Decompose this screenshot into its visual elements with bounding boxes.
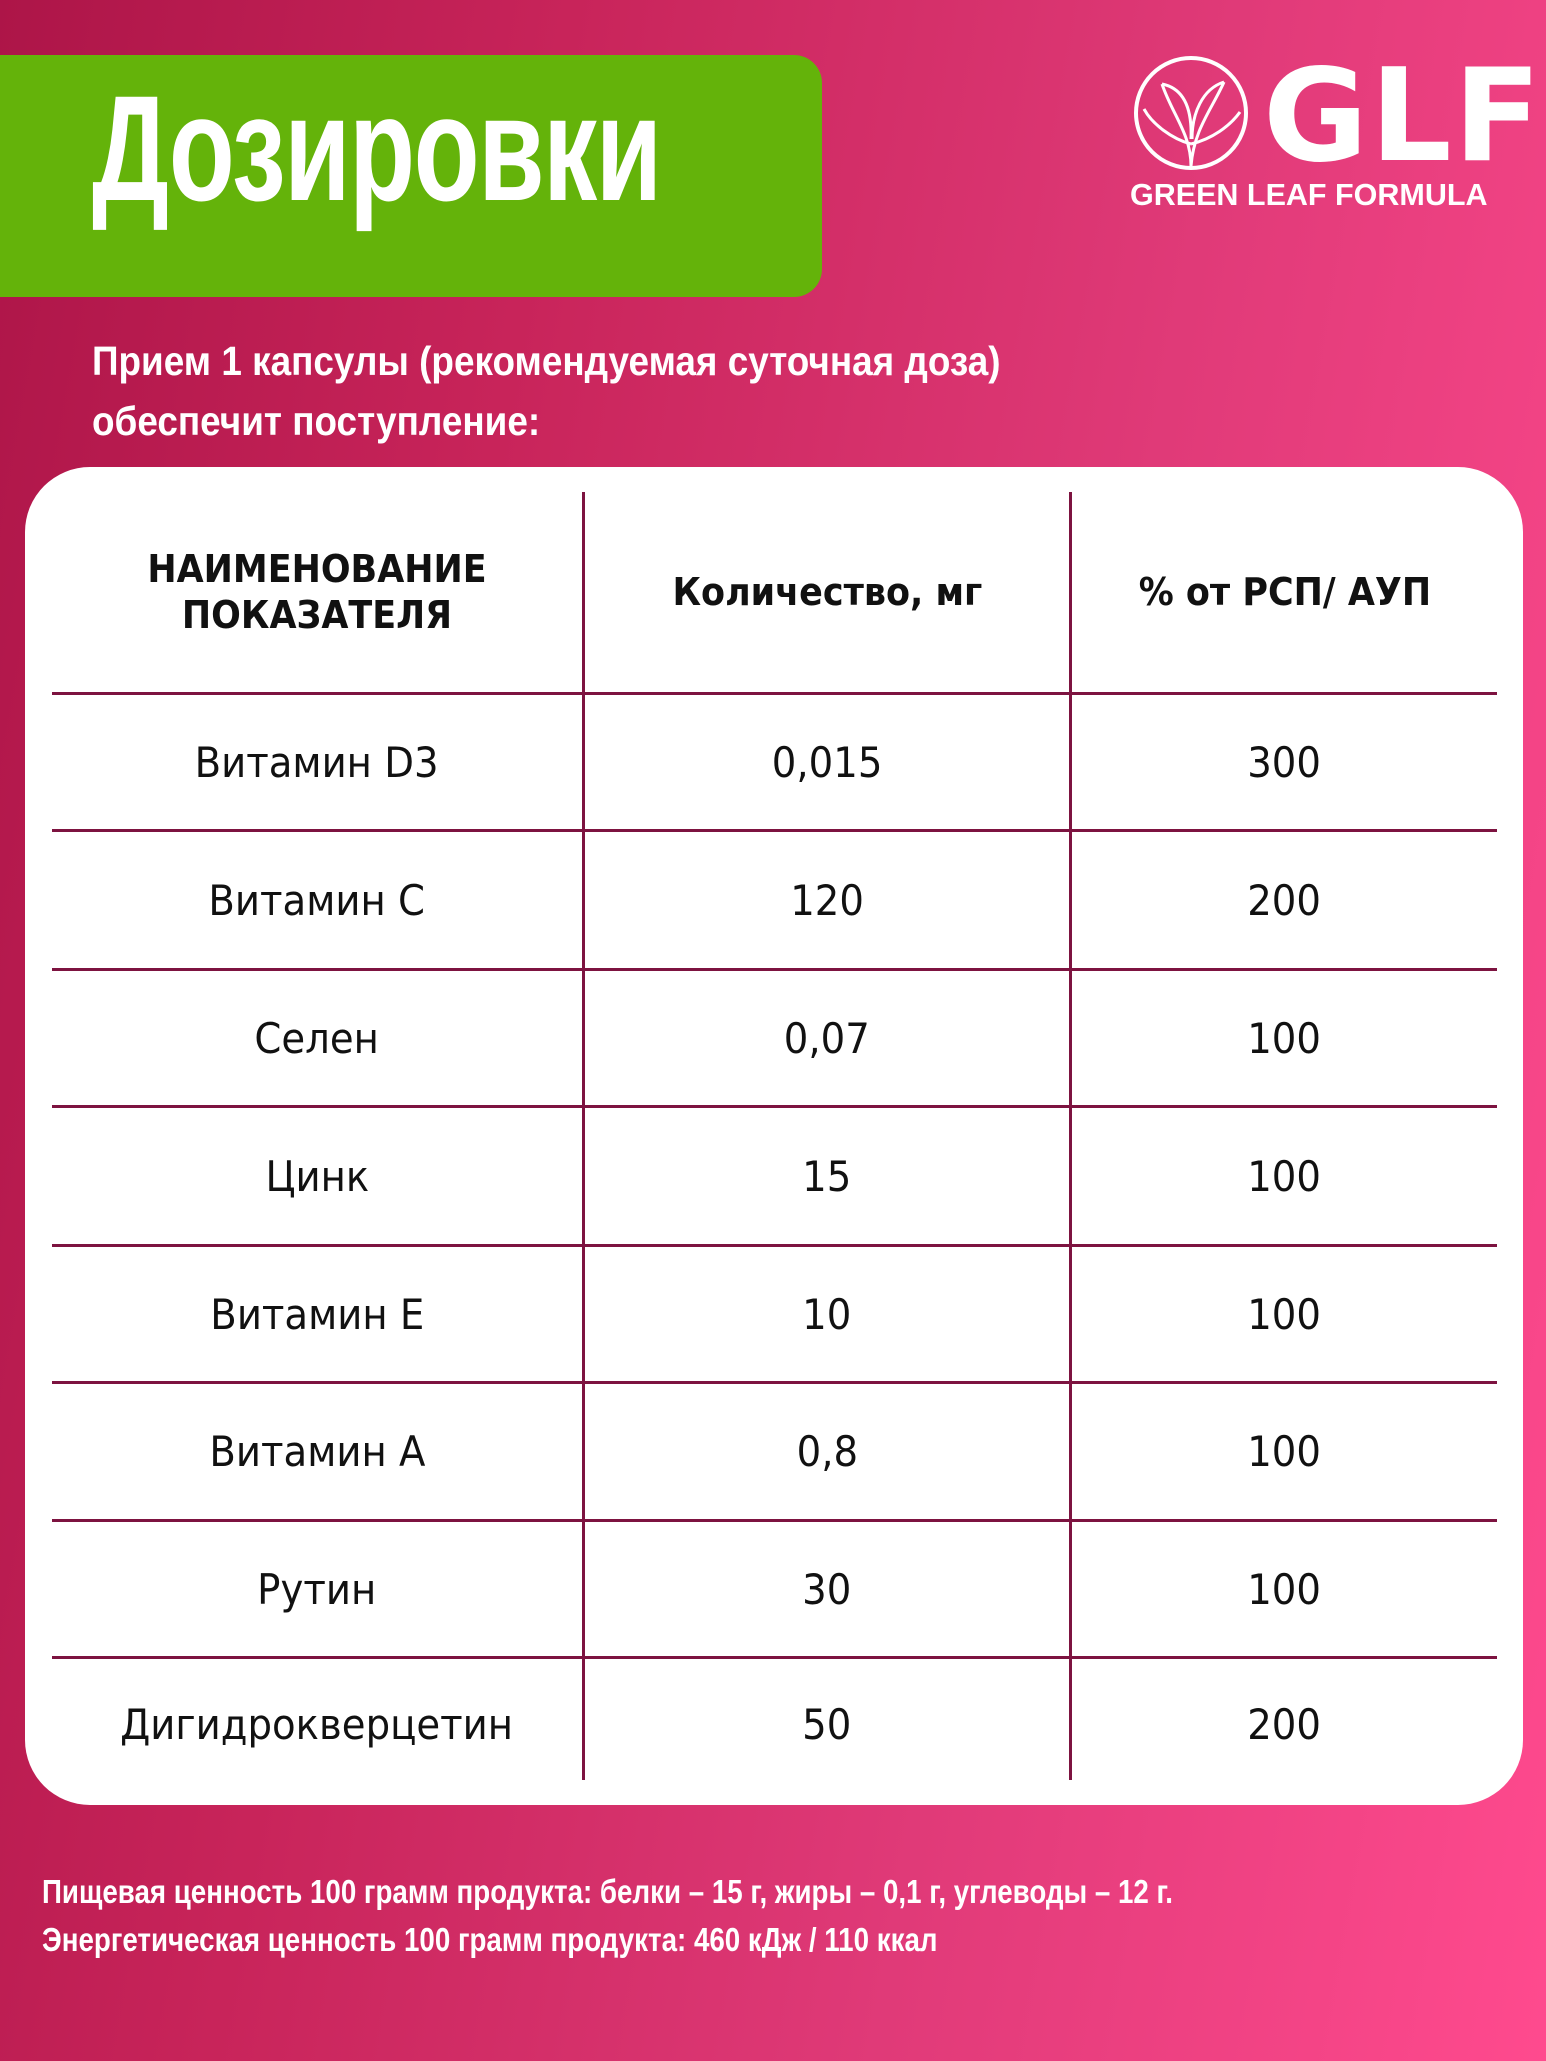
- cell-name: [52, 1522, 582, 1656]
- cell-quantity: [585, 1384, 1069, 1519]
- cell-name: [52, 832, 582, 968]
- cell-quantity: [585, 695, 1069, 829]
- cell-quantity: [585, 1247, 1069, 1381]
- page-title: Дозировки: [92, 64, 661, 232]
- cell-text: 10: [802, 1289, 852, 1339]
- cell-quantity: [585, 1108, 1069, 1244]
- cell-quantity: [585, 1522, 1069, 1656]
- energy-value: Энергетическая ценность 100 грамм продукта: 460 кДж / 110 ккал: [42, 1921, 938, 1958]
- cell-text: Селен: [254, 1013, 380, 1063]
- header-quantity: [585, 492, 1069, 692]
- cell-text: Цинк: [265, 1151, 369, 1201]
- cell-text: 300: [1247, 737, 1322, 787]
- cell-percent: [1072, 695, 1497, 829]
- cell-text: 0,07: [783, 1013, 871, 1063]
- logo-glf: GLF: [1263, 42, 1544, 191]
- cell-text: 0,8: [796, 1427, 858, 1476]
- cell-name: [52, 1247, 582, 1381]
- cell-text: 0,015: [771, 737, 883, 787]
- cell-text: Витамин D3: [195, 737, 439, 787]
- leaf-circle-icon: [1132, 54, 1250, 172]
- cell-quantity: [585, 971, 1069, 1105]
- brand-logo: [1130, 42, 1544, 217]
- cell-text: Рутин: [257, 1564, 377, 1614]
- cell-percent: [1072, 971, 1497, 1105]
- nutrition-value: Пищевая ценность 100 грамм продукта: белки – 15 г, жиры – 0,1 г, углеводы – 12 г.: [42, 1873, 1174, 1910]
- header-text: НАИМЕНОВАНИЕ ПОКАЗАТЕЛЯ: [147, 547, 487, 637]
- cell-name: [52, 695, 582, 829]
- cell-text: 30: [802, 1564, 852, 1614]
- cell-text: 100: [1247, 1564, 1322, 1614]
- cell-percent: [1072, 1659, 1497, 1790]
- cell-percent: [1072, 1247, 1497, 1381]
- header-text: Количество, мг: [672, 570, 982, 614]
- cell-text: 50: [802, 1700, 852, 1749]
- cell-text: Дигидрокверцетин: [120, 1700, 514, 1749]
- logo-subtitle: GREEN LEAF FORMULA: [1130, 178, 1488, 212]
- cell-text: 100: [1247, 1151, 1322, 1201]
- cell-quantity: [585, 832, 1069, 968]
- cell-text: 200: [1247, 1700, 1322, 1749]
- cell-text: 100: [1247, 1427, 1322, 1476]
- cell-text: 120: [790, 875, 864, 925]
- header-percent: [1072, 492, 1497, 692]
- cell-name: [52, 1108, 582, 1244]
- cell-text: Витамин Е: [209, 1289, 425, 1339]
- cell-quantity: [585, 1659, 1069, 1790]
- cell-percent: [1072, 1384, 1497, 1519]
- header-name: [52, 492, 582, 692]
- cell-text: Витамин С: [208, 875, 426, 925]
- intro-line-1: Прием 1 капсулы (рекомендуемая суточная доза): [92, 338, 1001, 384]
- header-text: % от РСП/ АУП: [1138, 570, 1431, 614]
- cell-percent: [1072, 1108, 1497, 1244]
- cell-percent: [1072, 832, 1497, 968]
- intro-line-2: обеспечит поступление:: [92, 398, 541, 444]
- cell-text: Витамин А: [208, 1427, 426, 1476]
- cell-text: 200: [1247, 875, 1322, 925]
- cell-text: 100: [1247, 1013, 1322, 1063]
- cell-name: [52, 1384, 582, 1519]
- cell-text: 100: [1247, 1289, 1322, 1339]
- cell-name: [52, 1659, 582, 1790]
- cell-percent: [1072, 1522, 1497, 1656]
- cell-text: 15: [802, 1151, 852, 1201]
- cell-name: [52, 971, 582, 1105]
